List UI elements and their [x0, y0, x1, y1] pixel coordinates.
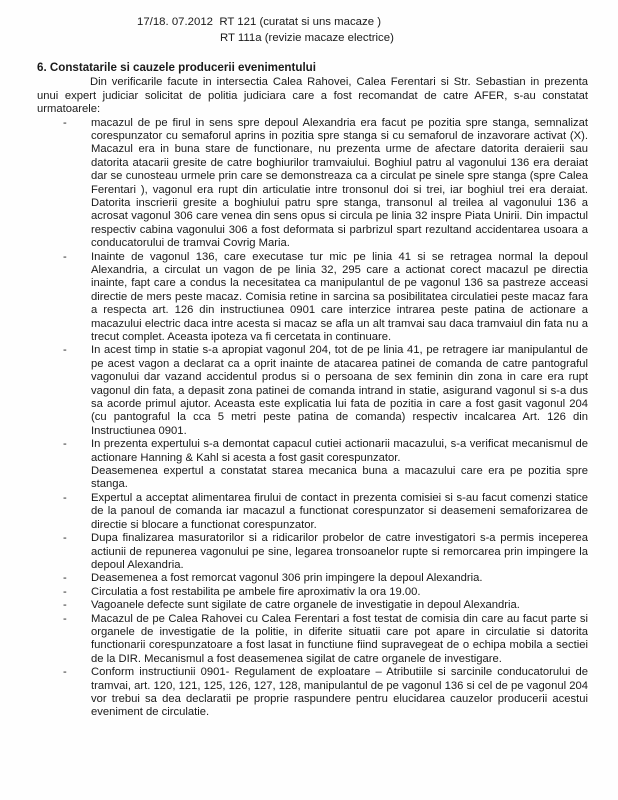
- findings-list: [37, 117, 588, 720]
- dash-bullet-icon: -: [63, 666, 67, 679]
- list-item-text: Dupa finalizarea masuratorilor si a ridicarilor probelor de catre investigatori s-a permis inceperea actiunii de repunerea vagonului pe sine, legarea tronsoanelor rupte si remorcarea prin impingere la depoul Alexandria.: [91, 532, 588, 571]
- list-item: [37, 438, 588, 492]
- dash-bullet-icon: -: [63, 250, 67, 263]
- list-item: [37, 492, 588, 532]
- list-item: [37, 666, 588, 720]
- list-item: [37, 586, 588, 599]
- list-item-text: Vagoanele defecte sunt sigilate de catre organele de investigatie in depoul Alexandria.: [91, 599, 520, 612]
- list-item: [37, 251, 588, 345]
- revision-line-1: 17/18. 07.2012 RT 121 (curatat si uns macaze ): [137, 16, 381, 28]
- list-item: [37, 613, 588, 667]
- section-intro: Din verificarile facute in intersectia Calea Rahovei, Calea Ferentari si Str. Sebastian in prezenta unui expert judiciar solicitat de politia judiciara care a fost recomandat de catre AFER, s-au constatat urmatoarele:: [37, 76, 588, 115]
- list-item: [37, 344, 588, 438]
- dash-bullet-icon: -: [63, 572, 67, 585]
- dash-bullet-icon: -: [63, 438, 67, 451]
- dash-bullet-icon: -: [63, 491, 67, 504]
- list-item-text: In prezenta expertului s-a demontat capacul cutiei actionarii macazului, s-a verificat mecanismul de actionare Hanning & Kahl si acesta a fost gasit corespunzator.: [91, 438, 588, 464]
- dash-bullet-icon: -: [63, 612, 67, 625]
- list-item-text: Deasemenea a fost remorcat vagonul 306 prin impingere la depoul Alexandria.: [91, 572, 483, 585]
- revision-line-2: RT 111a (revizie macaze electrice): [220, 32, 394, 44]
- list-item-text: Expertul a acceptat alimentarea firului de contact in prezenta comisiei si s-au facut comenzi statice de la panoul de comanda iar macazul a functionat corespunzator si deasemeni semaforizarea de directie si blocare a functionat corespunzator.: [91, 491, 588, 531]
- list-item: [37, 532, 588, 572]
- dash-bullet-icon: -: [63, 344, 67, 357]
- list-item-text: macazul de pe firul in sens spre depoul Alexandria era facut pe pozitia spre stanga, semnalizat corespunzator cu semaforul aprins in pozitia spre stanga si cu semaforul de inzavorare activat (X). Macazul era in buna stare de functionare, nu prezenta urme de afectare datorita deraierii sau datorita atacarii gresite de catre boghiurilor tramvaiului. Boghiul patru al vagonului 136 era deraiat dar se cunosteau urmele prin care se demonstreaza ca a circulat pe sinele spre stanga (spre Calea Ferentari ), vagonul era rupt din articulatie intre tronsonul doi si trei, iar boghiul trei era deraiat. Datorita inscrierii gresite a boghiului patru spre stanga, transonul al treilea al vagonului 136 a acrosat vagonul 306 care venea din sens opus si circula pe linia 32 inspre Piata Unirii. Din impactul respectiv cabina vagonului 306 a fost deformata si parbrizul spart rezultand accidentarea usoara a conducatorului de tramvai Covrig Maria.: [91, 116, 588, 250]
- list-item-text: Circulatia a fost restabilita pe ambele fire aproximativ la ora 19.00.: [91, 585, 421, 598]
- list-item-text: Inainte de vagonul 136, care executase tur mic pe linia 41 si se retragea normal la depoul Alexandria, a circulat un vagon de pe linia 32, 295 care a actionat corect macazul pe directia inainte, fapt care a condus la necesitatea ca manipulantul de pe vagonul 136 sa pastreze acceasi directie de mers peste macaz. Comisia retine in sarcina sa posibilitatea circulatiei peste macaz fara a respecta art. 126 din instructiunea 0901 care interzice intrarea peste patina de actionare a macazului electric daca intre acesta si macaz se afla un alt tramvai sau daca tramvaiul din fata nu a trecut complet. Aceasta ipoteza va fi cercetata in continuare.: [91, 250, 588, 343]
- list-item-text: Macazul de pe Calea Rahovei cu Calea Ferentari a fost testat de comisia din care au facut parte si organele de investigatie de la politie, in diferite situatii care pot apare in circulatie si datorita functionarii corespunzatoare a fost lasat in functiune fiind supravegeat de o echipa mobila a sectiei de la DIR. Mecanismul a fost deasemenea sigilat de catre organele de investigare.: [91, 612, 588, 665]
- dash-bullet-icon: -: [63, 116, 67, 129]
- revision-header: [137, 14, 588, 46]
- list-item: [37, 117, 588, 251]
- list-item: [37, 599, 588, 612]
- list-item-text: In acest timp in statie s-a apropiat vagonul 204, tot de pe linia 41, pe retragere iar manipulantul de pe acest vagon a declarat ca a oprit inainte de atacarea patinei de comanda de catre pantograful vagonului dar vazand accidentul produs si o persoana de sex feminin din zona in care era rupt vagonul din fata, a depasit zona patinei de comanda intrand in statie, asigurand vagonul si s-a dus sa acorde primul ajutor. Aceasta este explicatia lui fata de pozitia in care a fost gasit vagonul 204 (cu pantograful la cca 5 metri peste patina de comanda) respectiv incalcarea Art. 126 din Instructiunea 0901.: [91, 344, 588, 437]
- list-item-text: Deasemenea expertul a constatat starea mecanica buna a macazului care era pe pozitia spre stanga.: [91, 465, 588, 491]
- dash-bullet-icon: -: [63, 585, 67, 598]
- list-item-text: Conform instructiunii 0901- Regulament de exploatare – Atributiile si sarcinile conducatorului de tramvai, art. 120, 121, 125, 126, 127, 128, manipulantul de pe vagonul 136 si cel de pe vagonul 204 vor trebui sa dea declaratii pe proprie raspundere pentru elucidarea cauzelor producerii acestui eveniment de circulatie.: [91, 666, 588, 719]
- list-item: [37, 572, 588, 585]
- dash-bullet-icon: -: [63, 532, 67, 545]
- section-title: 6. Constatarile si cauzele producerii evenimentului: [37, 61, 316, 74]
- dash-bullet-icon: -: [63, 599, 67, 612]
